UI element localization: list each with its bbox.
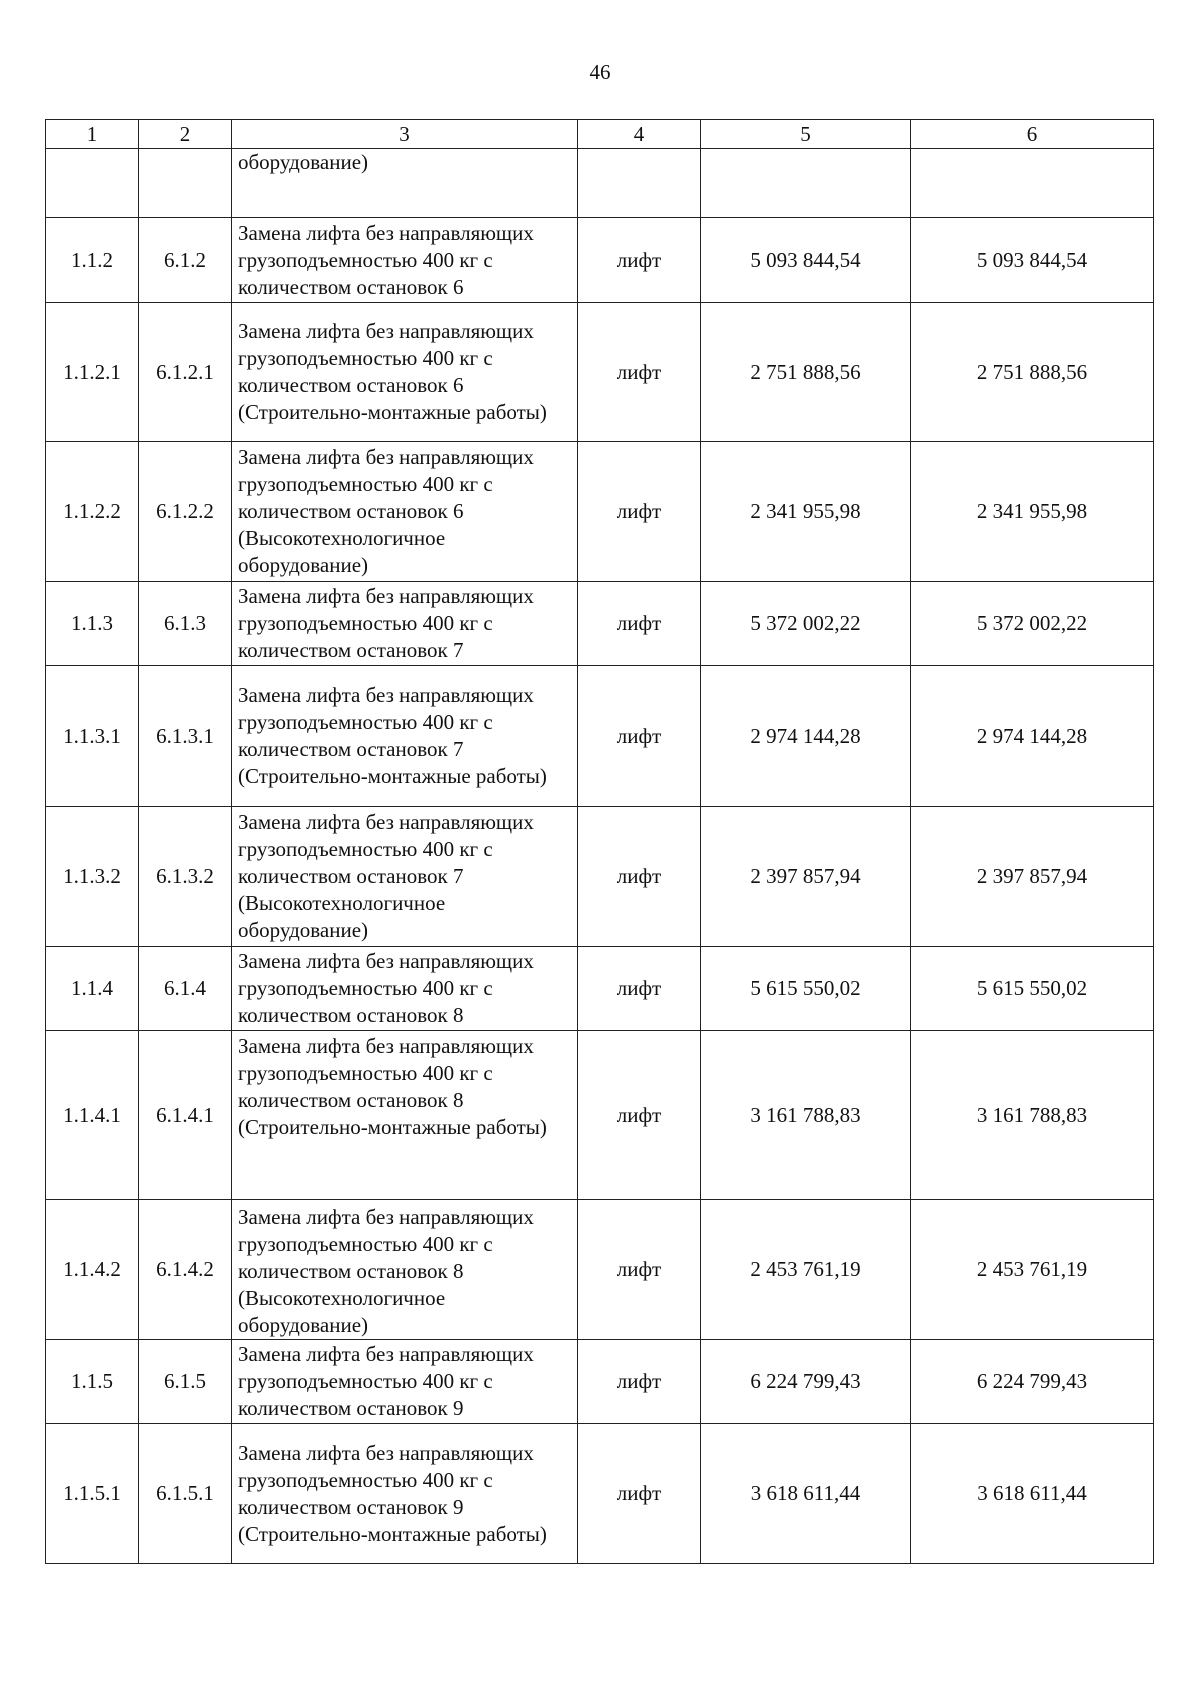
cell-val5: 3 161 788,83	[701, 1031, 911, 1200]
cell-col1: 1.1.4.2	[46, 1200, 139, 1340]
header-col-6: 6	[911, 120, 1154, 149]
cell-unit: лифт	[578, 218, 701, 303]
cell-col1	[46, 149, 139, 218]
cell-description: Замена лифта без направляющих грузоподъемностью 400 кг с количеством остановок 6 (Строительно-монтажные работы)	[232, 303, 578, 442]
cell-description: Замена лифта без направляющих грузоподъемностью 400 кг с количеством остановок 7	[232, 582, 578, 666]
cell-col1: 1.1.3.2	[46, 807, 139, 947]
cell-description: Замена лифта без направляющих грузоподъемностью 400 кг с количеством остановок 8 (Высокотехнологичное оборудование)	[232, 1200, 578, 1340]
cell-col1: 1.1.4.1	[46, 1031, 139, 1200]
table-row	[46, 218, 1154, 303]
cell-unit: лифт	[578, 947, 701, 1031]
table-row	[46, 666, 1154, 807]
cell-val5: 2 974 144,28	[701, 666, 911, 807]
cell-description: Замена лифта без направляющих грузоподъемностью 400 кг с количеством остановок 8 (Строительно-монтажные работы)	[232, 1031, 578, 1200]
table-row	[46, 1340, 1154, 1424]
cell-val5	[701, 149, 911, 218]
header-col-3: 3	[232, 120, 578, 149]
cell-val6: 3 161 788,83	[911, 1031, 1154, 1200]
cell-unit: лифт	[578, 807, 701, 947]
cell-val6	[911, 149, 1154, 218]
cell-val5: 5 093 844,54	[701, 218, 911, 303]
cell-unit: лифт	[578, 1340, 701, 1424]
price-table	[45, 119, 1154, 1564]
cell-description: оборудование)	[232, 149, 578, 218]
cell-description: Замена лифта без направляющих грузоподъемностью 400 кг с количеством остановок 9 (Строительно-монтажные работы)	[232, 1424, 578, 1564]
cell-col2: 6.1.3.1	[139, 666, 232, 807]
cell-val6: 2 974 144,28	[911, 666, 1154, 807]
cell-unit: лифт	[578, 666, 701, 807]
cell-col1: 1.1.2.2	[46, 442, 139, 582]
cell-description: Замена лифта без направляющих грузоподъемностью 400 кг с количеством остановок 8	[232, 947, 578, 1031]
cell-val6: 3 618 611,44	[911, 1424, 1154, 1564]
cell-val5: 2 397 857,94	[701, 807, 911, 947]
cell-val6: 5 615 550,02	[911, 947, 1154, 1031]
cell-col2: 6.1.4	[139, 947, 232, 1031]
cell-unit: лифт	[578, 303, 701, 442]
cell-val6: 5 372 002,22	[911, 582, 1154, 666]
cell-col1: 1.1.5	[46, 1340, 139, 1424]
cell-col2: 6.1.3	[139, 582, 232, 666]
header-col-5: 5	[701, 120, 911, 149]
cell-col1: 1.1.2.1	[46, 303, 139, 442]
cell-col2: 6.1.5	[139, 1340, 232, 1424]
cell-description: Замена лифта без направляющих грузоподъемностью 400 кг с количеством остановок 7 (Высокотехнологичное оборудование)	[232, 807, 578, 947]
page-number: 46	[589, 60, 611, 84]
cell-col1: 1.1.4	[46, 947, 139, 1031]
cell-col2: 6.1.2	[139, 218, 232, 303]
cell-val6: 2 453 761,19	[911, 1200, 1154, 1340]
cell-col2: 6.1.3.2	[139, 807, 232, 947]
cell-col2: 6.1.4.1	[139, 1031, 232, 1200]
table-row-continuation	[46, 149, 1154, 218]
table-header-row	[46, 120, 1154, 149]
header-col-2: 2	[139, 120, 232, 149]
cell-description: Замена лифта без направляющих грузоподъемностью 400 кг с количеством остановок 7 (Строительно-монтажные работы)	[232, 666, 578, 807]
cell-col1: 1.1.3	[46, 582, 139, 666]
cell-val5: 5 615 550,02	[701, 947, 911, 1031]
cell-val5: 5 372 002,22	[701, 582, 911, 666]
table-row	[46, 582, 1154, 666]
table-row	[46, 1200, 1154, 1340]
cell-col2: 6.1.2.2	[139, 442, 232, 582]
cell-unit	[578, 149, 701, 218]
table-row	[46, 303, 1154, 442]
cell-val5: 3 618 611,44	[701, 1424, 911, 1564]
cell-unit: лифт	[578, 582, 701, 666]
cell-val6: 5 093 844,54	[911, 218, 1154, 303]
cell-col2: 6.1.2.1	[139, 303, 232, 442]
cell-val5: 2 453 761,19	[701, 1200, 911, 1340]
cell-val6: 6 224 799,43	[911, 1340, 1154, 1424]
cell-col2: 6.1.5.1	[139, 1424, 232, 1564]
cell-unit: лифт	[578, 1424, 701, 1564]
cell-val5: 2 341 955,98	[701, 442, 911, 582]
cell-col1: 1.1.2	[46, 218, 139, 303]
cell-description: Замена лифта без направляющих грузоподъемностью 400 кг с количеством остановок 9	[232, 1340, 578, 1424]
header-col-4: 4	[578, 120, 701, 149]
cell-col1: 1.1.5.1	[46, 1424, 139, 1564]
cell-col2	[139, 149, 232, 218]
cell-col2: 6.1.4.2	[139, 1200, 232, 1340]
table-row	[46, 1424, 1154, 1564]
table-row	[46, 442, 1154, 582]
cell-val5: 6 224 799,43	[701, 1340, 911, 1424]
table-row	[46, 807, 1154, 947]
cell-val6: 2 341 955,98	[911, 442, 1154, 582]
cell-val6: 2 751 888,56	[911, 303, 1154, 442]
cell-description: Замена лифта без направляющих грузоподъемностью 400 кг с количеством остановок 6 (Высокотехнологичное оборудование)	[232, 442, 578, 582]
table-row	[46, 947, 1154, 1031]
cell-unit: лифт	[578, 442, 701, 582]
cell-unit: лифт	[578, 1031, 701, 1200]
header-col-1: 1	[46, 120, 139, 149]
cell-val5: 2 751 888,56	[701, 303, 911, 442]
cell-description: Замена лифта без направляющих грузоподъемностью 400 кг с количеством остановок 6	[232, 218, 578, 303]
table-row	[46, 1031, 1154, 1200]
cell-val6: 2 397 857,94	[911, 807, 1154, 947]
cell-unit: лифт	[578, 1200, 701, 1340]
cell-col1: 1.1.3.1	[46, 666, 139, 807]
